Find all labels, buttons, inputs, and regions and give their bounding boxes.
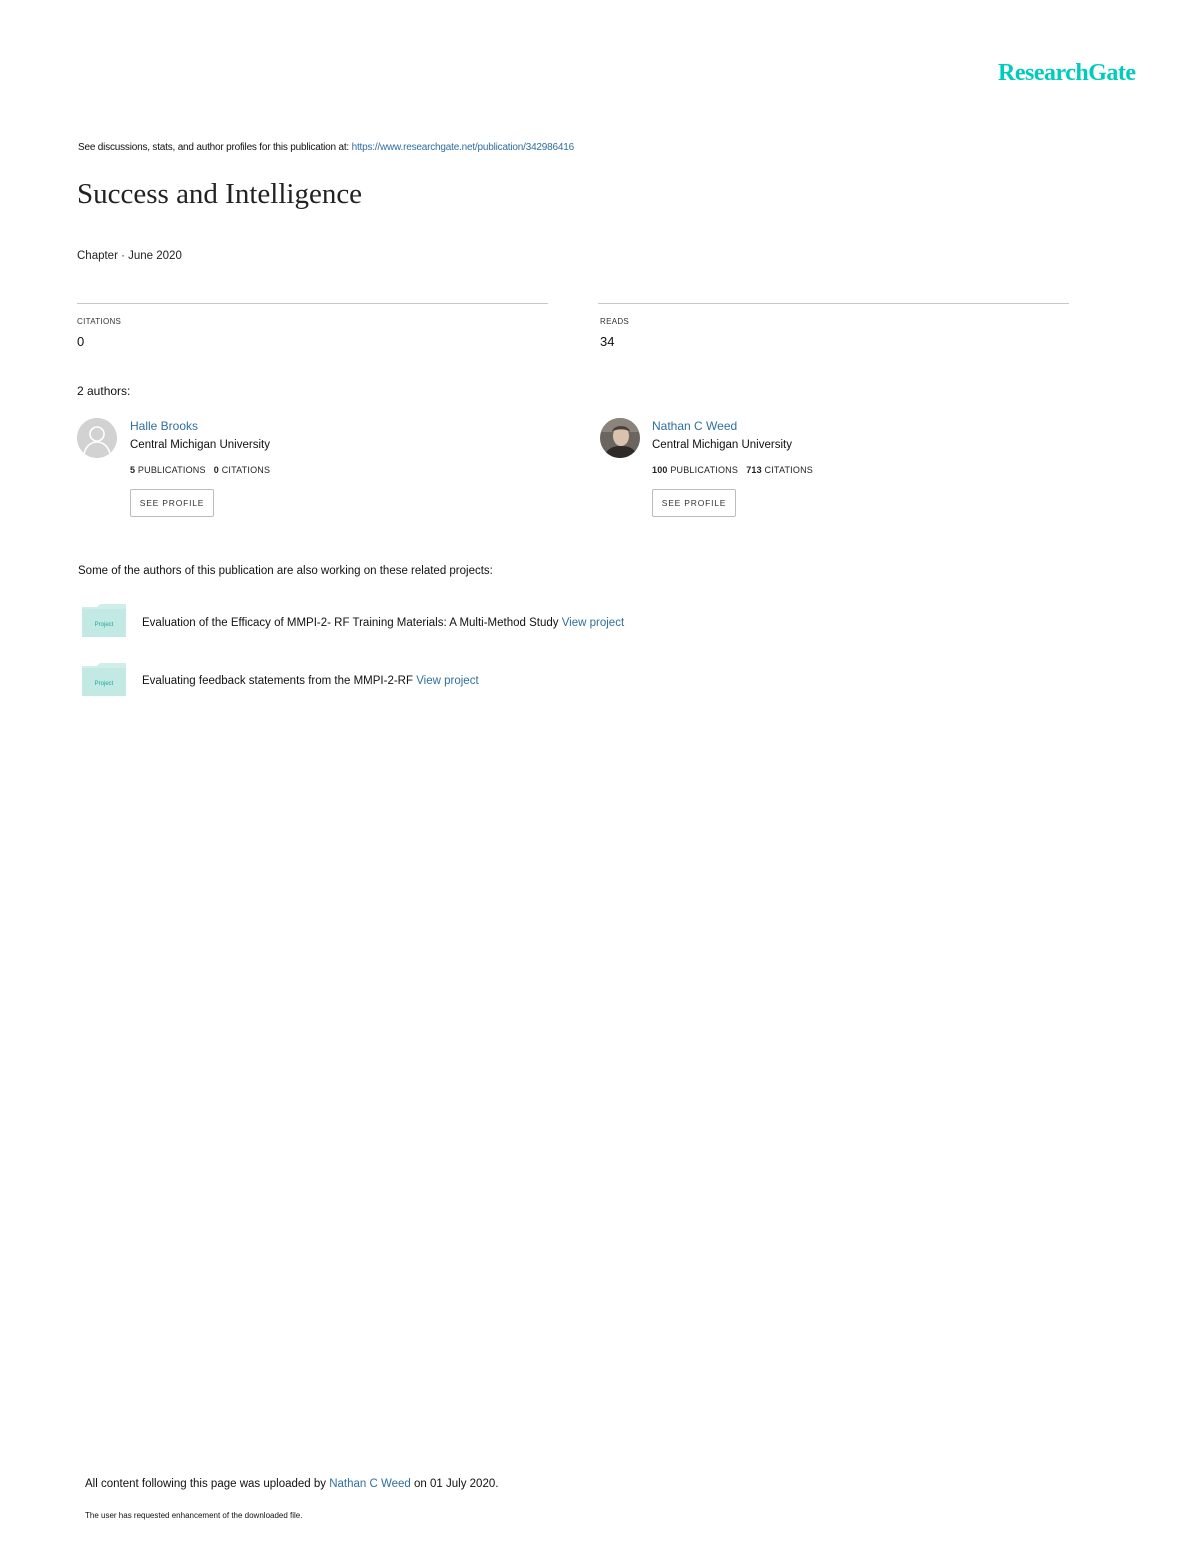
project-icon-label: Project	[94, 681, 114, 687]
source-prefix: See discussions, stats, and author profiles for this publication at:	[78, 142, 352, 153]
author-name-link[interactable]: Nathan C Weed	[652, 419, 738, 433]
author-avatar-photo[interactable]	[600, 418, 640, 458]
reads-label: READS	[600, 317, 630, 326]
reads-divider	[598, 303, 1069, 304]
reads-value: 34	[600, 334, 615, 349]
publication-meta: Chapter · June 2020	[77, 250, 182, 262]
citations-divider	[77, 303, 548, 304]
author-citations-label: CITATIONS	[764, 465, 813, 475]
author-publications-label: PUBLICATIONS	[137, 465, 206, 475]
enhancement-note: The user has requested enhancement of the downloaded file.	[85, 1511, 303, 1520]
author-avatar-placeholder[interactable]	[77, 418, 117, 458]
see-profile-button[interactable]: SEE PROFILE	[652, 489, 736, 517]
publication-title: Success and Intelligence	[77, 178, 363, 210]
view-project-link[interactable]: View project	[416, 675, 479, 687]
project-folder-icon	[82, 663, 126, 696]
researchgate-logo[interactable]: ResearchGate	[998, 60, 1136, 86]
project-folder-icon	[82, 604, 126, 637]
view-project-link[interactable]: View project	[561, 617, 625, 629]
citations-label: CITATIONS	[77, 317, 122, 326]
project-item	[142, 617, 624, 629]
author-institution: Central Michigan University	[652, 439, 792, 451]
author-publications-count: 5	[130, 465, 136, 475]
author-photo-icon	[600, 418, 640, 458]
authors-heading: 2 authors:	[77, 384, 131, 398]
publication-url-link[interactable]: https://www.researchgate.net/publication/342986416	[351, 142, 574, 153]
uploader-link[interactable]: Nathan C Weed	[329, 1478, 411, 1490]
upload-prefix: All content following this page was uploaded by	[85, 1478, 330, 1490]
author-publications-count: 100	[652, 465, 668, 475]
related-projects-heading: Some of the authors of this publication are also working on these related projects:	[78, 565, 493, 577]
author-stats	[130, 465, 270, 475]
source-line	[78, 142, 574, 153]
project-title: Evaluation of the Efficacy of MMPI-2- RF Training Materials: A Multi-Method Study	[142, 617, 559, 629]
author-name-link[interactable]: Halle Brooks	[130, 419, 199, 433]
author-publications-label: PUBLICATIONS	[670, 465, 739, 475]
project-title: Evaluating feedback statements from the MMPI-2-RF	[142, 675, 413, 687]
upload-suffix: on 01 July 2020.	[410, 1478, 499, 1490]
see-profile-button[interactable]: SEE PROFILE	[130, 489, 214, 517]
project-icon-label: Project	[94, 622, 114, 628]
citations-value: 0	[77, 334, 85, 349]
person-placeholder-icon	[77, 418, 117, 458]
upload-notice	[85, 1478, 498, 1490]
author-citations-label: CITATIONS	[221, 465, 271, 475]
project-item	[142, 675, 479, 687]
author-institution: Central Michigan University	[130, 439, 270, 451]
author-citations-count: 0	[213, 465, 219, 475]
author-citations-count: 713	[746, 465, 762, 475]
author-stats	[652, 465, 813, 475]
